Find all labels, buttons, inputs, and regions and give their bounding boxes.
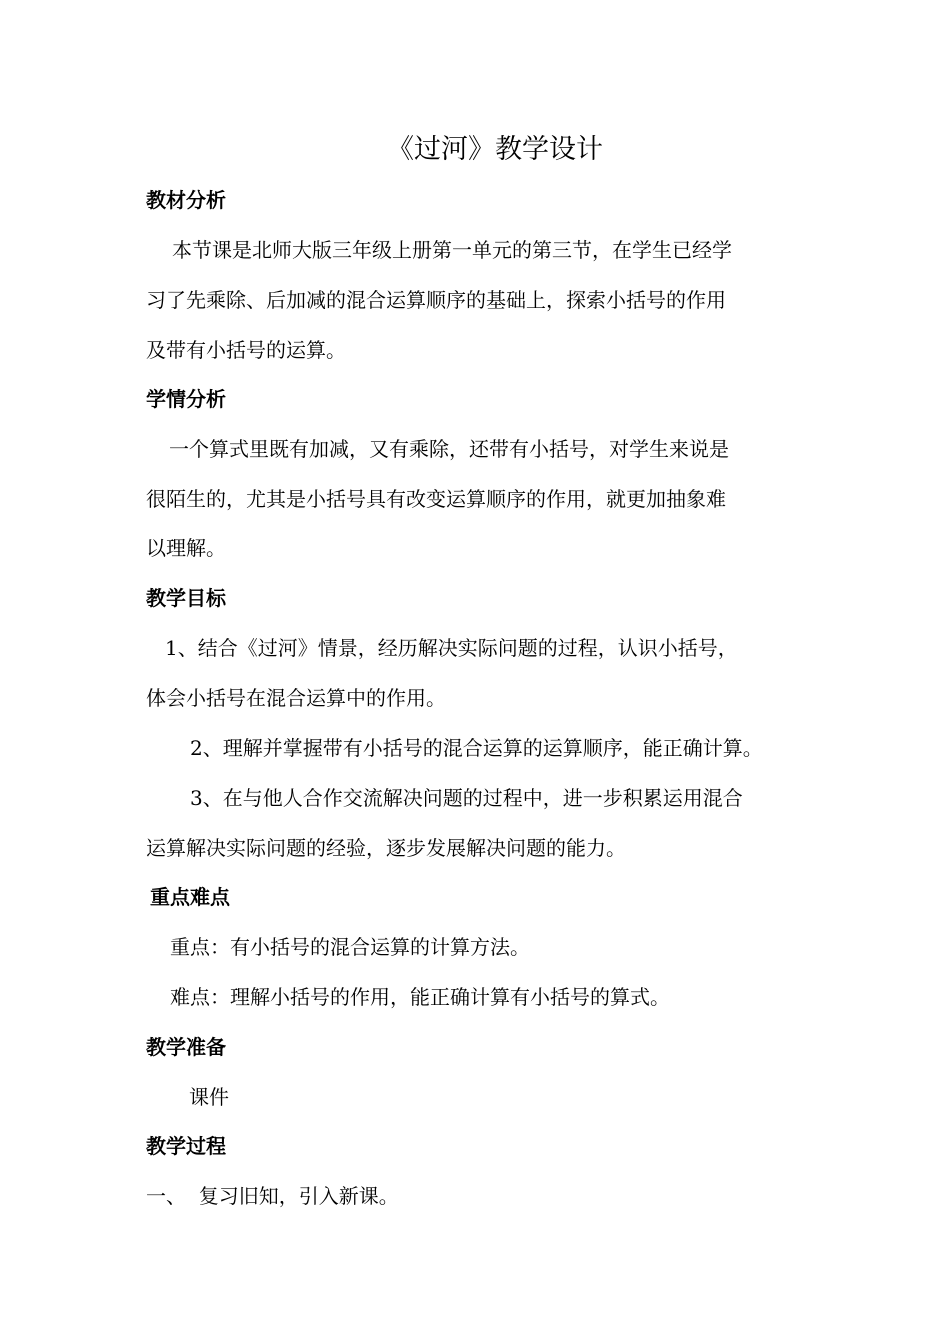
document-title: 《过河》教学设计 bbox=[387, 134, 603, 165]
section-heading-process: 教学过程 bbox=[146, 1134, 226, 1158]
goal-line: 体会小括号在混合运算中的作用。 bbox=[146, 686, 446, 710]
paragraph-line: 及带有小括号的运算。 bbox=[146, 338, 346, 362]
difficult-point-line: 难点：理解小括号的作用，能正确计算有小括号的算式。 bbox=[170, 985, 670, 1009]
goal-line: 运算解决实际问题的经验，逐步发展解决问题的能力。 bbox=[146, 836, 626, 860]
goal-line: 2、理解并掌握带有小括号的混合运算的运算顺序，能正确计算。 bbox=[190, 736, 763, 760]
section-heading-teaching-goals: 教学目标 bbox=[146, 586, 226, 610]
paragraph-line: 本节课是北师大版三年级上册第一单元的第三节，在学生已经学 bbox=[172, 238, 732, 262]
section-heading-preparation: 教学准备 bbox=[146, 1035, 226, 1059]
paragraph-line: 很陌生的，尤其是小括号具有改变运算顺序的作用，就更加抽象难 bbox=[146, 487, 726, 511]
paragraph-line: 一个算式里既有加减，又有乘除，还带有小括号，对学生来说是 bbox=[169, 437, 729, 461]
preparation-line: 课件 bbox=[189, 1085, 229, 1109]
section-heading-student-analysis: 学情分析 bbox=[146, 387, 226, 411]
key-point-line: 重点：有小括号的混合运算的计算方法。 bbox=[170, 935, 530, 959]
goal-line: 3、在与他人合作交流解决问题的过程中，进一步积累运用混合 bbox=[190, 786, 743, 810]
goal-line: 1、结合《过河》情景，经历解决实际问题的过程，认识小括号， bbox=[165, 636, 738, 660]
section-heading-key-points: 重点难点 bbox=[150, 885, 230, 909]
process-step-line: 一、 复习旧知，引入新课。 bbox=[146, 1184, 399, 1208]
paragraph-line: 以理解。 bbox=[146, 536, 226, 560]
paragraph-line: 习了先乘除、后加减的混合运算顺序的基础上，探索小括号的作用 bbox=[146, 288, 726, 312]
section-heading-textbook-analysis: 教材分析 bbox=[146, 188, 226, 212]
